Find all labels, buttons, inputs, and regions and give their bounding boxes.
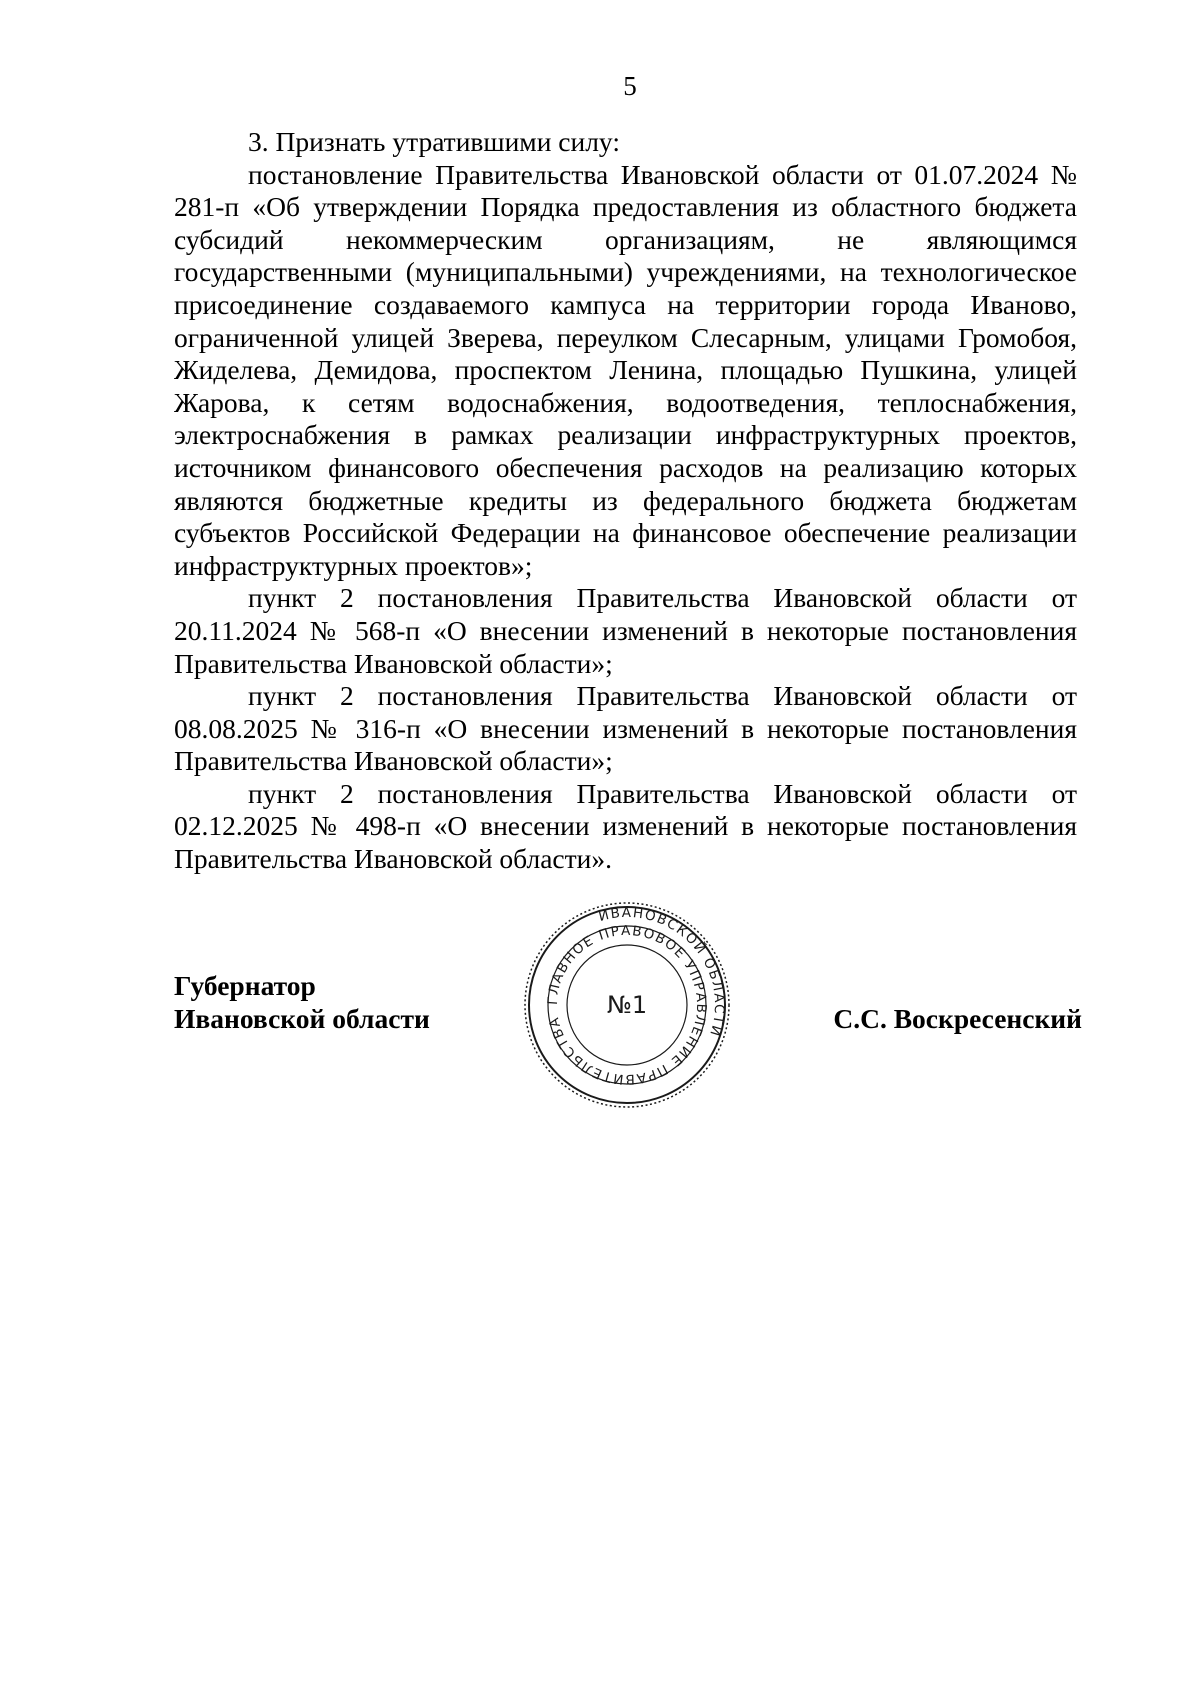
signatory-name: С.С. Воскресенский (833, 1003, 1082, 1034)
signatory-title-line2: Ивановской области (174, 1002, 430, 1034)
seal-center-text: №1 (606, 991, 648, 1019)
signatory-title-line1: Губернатор (174, 970, 316, 1001)
paragraph-repealed-act-568: пункт 2 постановления Правительства Ивановской области от 20.11.2024 № 568-п «О внесении изменений в некоторые постановления Правительства Ивановской области»; (174, 582, 1077, 679)
paragraph-item-3-heading: 3. Признать утратившими силу: (248, 126, 620, 157)
seal-outer-text: ИВАНОВСКОЙ ОБЛАСТИ (596, 904, 728, 1040)
seal-graphic (522, 900, 732, 1110)
paragraph-repealed-act-498: пункт 2 постановления Правительства Ивановской области от 02.12.2025 № 498-п «О внесении изменений в некоторые постановления Правительства Ивановской области». (174, 777, 1077, 875)
paragraph-repealed-act-316: пункт 2 постановления Правительства Ивановской области от 08.08.2025 № 316-п «О внесении изменений в некоторые постановления Правительства Ивановской области»; (174, 680, 1077, 777)
seal-inner-text: ГЛАВНОЕ ПРАВОВОЕ УПРАВЛЕНИЕ ПРАВИТЕЛЬСТВА (544, 922, 710, 1088)
document-body (174, 126, 1077, 876)
official-seal (522, 900, 732, 1110)
page-number: 5 (623, 71, 637, 101)
paragraph-repealed-act-281: постановление Правительства Ивановской области от 01.07.2024 № 281-п «Об утверждении Порядка предоставления из областного бюджета субсидий некоммерческим организациям, не являющимся государственными (муниципальными) учреждениями, на технологическое присоединение создаваемого кампуса на территории города Иваново, ограниченной улицей Зверева, переулком Слесарным, улицами Громобоя, Жиделева, Демидова, проспектом Ленина, площадью Пушкина, улицей Жарова, к сетям водоснабжения, водоотведения, теплоснабжения, электроснабжения в рамках реализации инфраструктурных проектов, источником финансового обеспечения расходов на реализацию которых являются бюджетные кредиты из федерального бюджета бюджетам субъектов Российской Федерации на финансовое обеспечение реализации инфраструктурных проектов»; (174, 158, 1077, 581)
signatory-title (174, 970, 430, 1035)
